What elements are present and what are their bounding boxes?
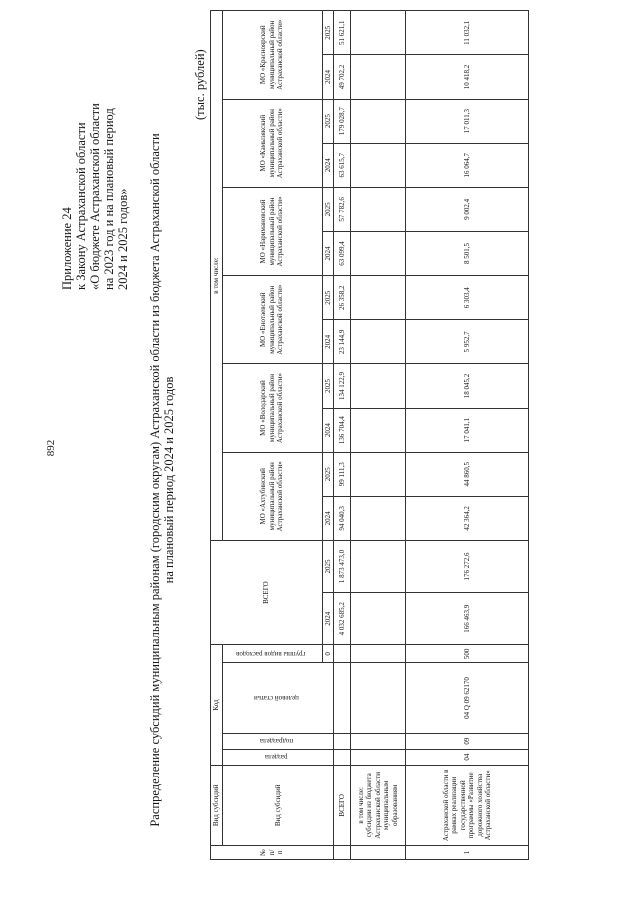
value-cell: 11 032,1	[406, 11, 529, 55]
zero-group-cell: 0	[322, 645, 334, 663]
header-municipality: МО «Красноярский муниципальный район Астраханской области»	[222, 11, 322, 100]
year-2025: 2025	[322, 364, 334, 408]
value-cell: 8 501,5	[406, 231, 529, 275]
cell-empty	[351, 143, 406, 187]
cell-empty	[351, 540, 406, 592]
cell-empty	[351, 749, 406, 765]
appendix-line: 2024 и 2025 годов»	[116, 188, 130, 290]
cell-empty	[351, 663, 406, 733]
value-cell: 5 952,7	[406, 320, 529, 364]
subheading-text: субсидии из бюджета Астраханской области муниципальным образованиям	[365, 772, 399, 839]
header-type-sub: Вид субсидий	[222, 765, 334, 845]
header-municipality: МО «Володарский муниципальный район Астраханской области»	[222, 364, 322, 452]
document-title	[148, 80, 176, 880]
year-2024: 2024	[322, 55, 334, 99]
table-row-total	[334, 11, 351, 860]
total-2024: 4 032 685,2	[334, 593, 351, 645]
header-num: № п/п	[211, 845, 334, 859]
cell-empty	[351, 496, 406, 540]
cell-empty	[351, 645, 406, 663]
cell-empty	[351, 99, 406, 143]
value-cell: 42 364,2	[406, 496, 529, 540]
cell-empty	[351, 276, 406, 320]
value-cell: 26 358,2	[334, 276, 351, 320]
value-cell: 17 011,3	[406, 99, 529, 143]
year-2025: 2025	[322, 540, 334, 592]
total-2025: 1 873 473,0	[334, 540, 351, 592]
value-cell: 51 621,1	[334, 11, 351, 55]
cell-empty	[351, 733, 406, 749]
cell-empty	[351, 593, 406, 645]
table-row	[406, 11, 529, 860]
year-2025: 2025	[322, 11, 334, 55]
value-cell: 23 144,9	[334, 320, 351, 364]
year-2025: 2025	[322, 452, 334, 496]
year-2024: 2024	[322, 231, 334, 275]
item-total-2025: 176 272,6	[406, 540, 529, 592]
value-cell: 134 122,9	[334, 364, 351, 408]
header-target: целевой статьи	[222, 663, 334, 733]
appendix-line: к Закону Астраханской области	[74, 122, 88, 290]
year-2025: 2025	[322, 276, 334, 320]
year-2024: 2024	[322, 143, 334, 187]
cell-empty	[351, 364, 406, 408]
appendix-line: Приложение 24	[60, 207, 74, 290]
value-cell: 94 040,3	[334, 496, 351, 540]
header-municipality: МО «Камызякский муниципальный район Астраханской области»	[222, 99, 322, 187]
row-num: 1	[406, 845, 529, 859]
value-cell: 179 028,7	[334, 99, 351, 143]
title-line-2: на плановый период 2024 и 2025 годов	[162, 376, 176, 584]
header-including: в том числе:	[211, 11, 223, 541]
value-cell: 6 303,4	[406, 276, 529, 320]
value-cell: 49 702,2	[334, 55, 351, 99]
table-row-subheading	[351, 11, 406, 860]
header-section: раздела	[222, 749, 334, 765]
cell-empty	[351, 845, 406, 859]
subsection-code: 09	[406, 733, 529, 749]
section-code: 04	[406, 749, 529, 765]
subheading-intro: в том числе:	[356, 787, 365, 824]
cell-empty	[351, 231, 406, 275]
year-2025: 2025	[322, 187, 334, 231]
cell-empty	[334, 645, 351, 663]
header-subsection: подраздела	[222, 733, 334, 749]
header-municipality: МО «Наримановский муниципальный район Астраханской области»	[222, 187, 322, 275]
header-group: группы видов расходов	[222, 645, 322, 663]
cell-empty	[334, 749, 351, 765]
header-municipality: МО «Енотаевский муниципальный район Астраханской области»	[222, 276, 322, 364]
rotated-page-content	[0, 10, 610, 880]
year-2024: 2024	[322, 496, 334, 540]
value-cell: 18 045,2	[406, 364, 529, 408]
group-code: 500	[406, 645, 529, 663]
subsidy-table	[210, 10, 529, 860]
cell-empty	[351, 408, 406, 452]
value-cell: 44 860,5	[406, 452, 529, 496]
cell-empty	[334, 663, 351, 733]
value-cell: 10 418,2	[406, 55, 529, 99]
value-cell: 17 041,1	[406, 408, 529, 452]
header-municipality: МО «Ахтубинский муниципальный район Астраханской области»	[222, 452, 322, 540]
cell-empty	[334, 845, 351, 859]
cell-empty	[351, 187, 406, 231]
cell-empty	[351, 452, 406, 496]
year-2024: 2024	[322, 408, 334, 452]
appendix-line: на 2023 год и на плановый период	[102, 108, 116, 290]
year-2024: 2024	[322, 320, 334, 364]
units-label: (тыс. рублей)	[193, 49, 207, 120]
cell-empty	[351, 55, 406, 99]
value-cell: 63 615,7	[334, 143, 351, 187]
value-cell: 63 099,4	[334, 231, 351, 275]
page-number: 892	[45, 439, 57, 457]
target-code: 04 Q 09 62170	[406, 663, 529, 733]
value-cell: 9 002,4	[406, 187, 529, 231]
cell-empty	[351, 11, 406, 55]
total-label: ВСЕГО	[334, 765, 351, 845]
value-cell: 16 064,7	[406, 143, 529, 187]
year-2025: 2025	[322, 99, 334, 143]
item-total-2024: 166 463,9	[406, 593, 529, 645]
cell-empty	[351, 320, 406, 364]
subheading-label	[351, 765, 406, 845]
appendix-header	[60, 30, 130, 290]
year-2024: 2024	[322, 593, 334, 645]
header-type: Вид субсидий	[211, 765, 223, 845]
value-cell: 136 704,4	[334, 408, 351, 452]
title-line-1: Распределение субсидий муниципальным районам (городским округам) Астраханской области из бюджета Астраханской области	[148, 133, 162, 827]
header-code: Код	[211, 645, 223, 765]
header-total: ВСЕГО	[211, 540, 323, 644]
value-cell: 99 111,3	[334, 452, 351, 496]
value-cell: 57 782,6	[334, 187, 351, 231]
item-label: Астраханской области в рамках реализации государственной программы «Развитие дорожного хозяйства Астраханской области»	[406, 765, 529, 845]
appendix-line: «О бюджете Астраханской области	[88, 103, 102, 290]
cell-empty	[334, 733, 351, 749]
